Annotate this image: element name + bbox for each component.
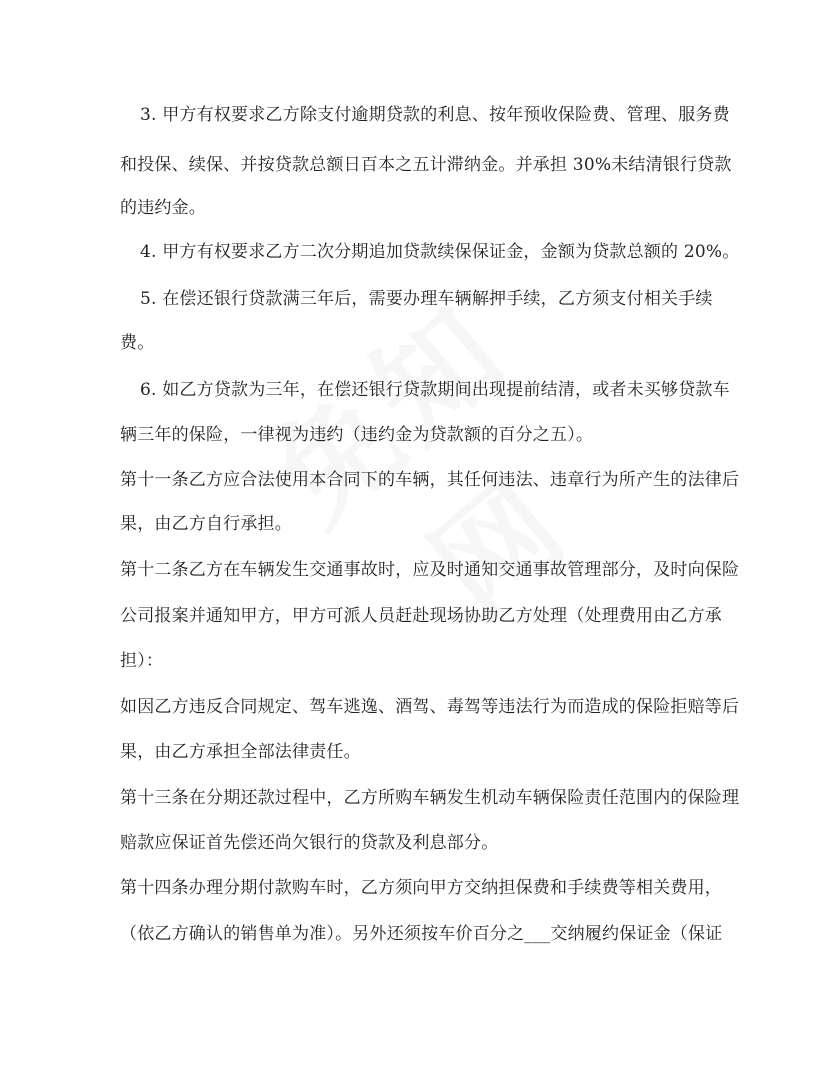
article-11-line-2: 果，由乙方自行承担。: [120, 514, 292, 534]
article-13-line-2: 赔款应保证首先偿还尚欠银行的贷款及利息部分。: [120, 833, 499, 853]
clause-3-line-3: 的违约金。: [120, 198, 206, 218]
article-13-line-1: 第十三条在分期还款过程中，乙方所购车辆发生机动车辆保险责任范围内的保险理: [120, 788, 740, 808]
article-12-sub-line-1: 如因乙方违反合同规定、驾车逃逸、酒驾、毒驾等违法行为而造成的保险拒赔等后: [120, 697, 740, 717]
clause-5-line-2: 费。: [120, 333, 155, 353]
article-12-sub-line-2: 果，由乙方承担全部法律责任。: [120, 742, 361, 762]
article-12-line-1: 第十二条乙方在车辆发生交通事故时，应及时通知交通事故管理部分，及时向保险: [120, 560, 740, 580]
article-12-line-3: 担）：: [120, 651, 164, 671]
clause-6-line-2: 辆三年的保险，一律视为违约（违约金为贷款额的百分之五）。: [120, 425, 594, 445]
article-12-line-2: 公司报案并通知甲方，甲方可派人员赶赴现场协助乙方处理（处理费用由乙方承: [120, 606, 722, 626]
clause-5-line-1: 5. 在偿还银行贷款满三年后，需要办理车辆解押手续，乙方须支付相关手续: [140, 289, 713, 309]
article-14-line-2: （依乙方确认的销售单为准）。另外还须按车价百分之___交纳履约保证金（保证: [120, 924, 723, 944]
clause-3-line-2: 和投保、续保、并按贷款总额日百本之五计滞纳金。并承担 30%未结清银行贷款: [120, 155, 732, 175]
clause-4-line-1: 4. 甲方有权要求乙方二次分期追加贷款续保保证金，金额为贷款总额的 20%。: [140, 242, 740, 262]
clause-3-line-1: 3. 甲方有权要求乙方除支付逾期贷款的利息、按年预收保险费、管理、服务费: [140, 105, 730, 125]
clause-6-line-1: 6. 如乙方贷款为三年，在偿还银行贷款期间出现提前结清，或者未买够贷款车: [140, 380, 730, 400]
article-11-line-1: 第十一条乙方应合法使用本合同下的车辆，其任何违法、违章行为所产生的法律后: [120, 470, 740, 490]
article-14-line-1: 第十四条办理分期付款购车时，乙方须向甲方交纳担保费和手续费等相关费用，: [120, 878, 722, 898]
